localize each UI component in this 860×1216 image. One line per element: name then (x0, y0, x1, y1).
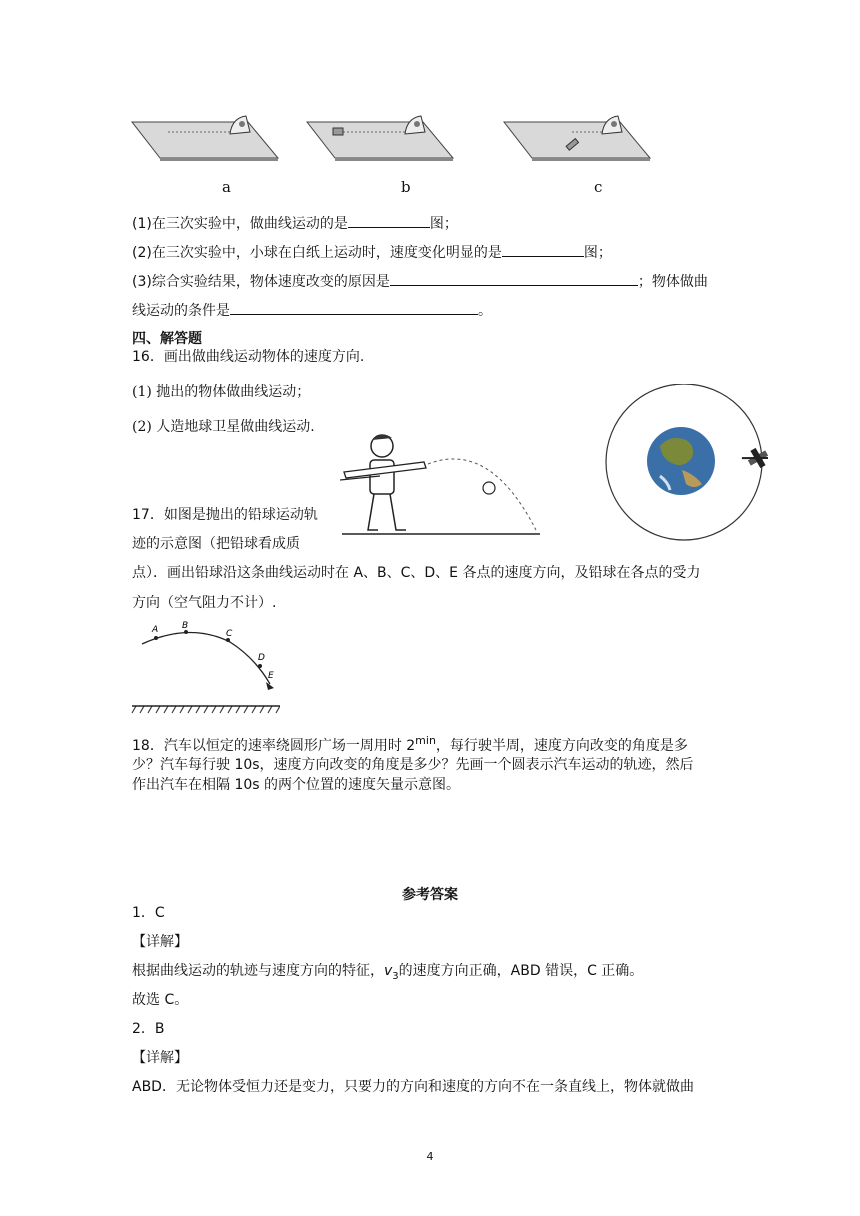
answer-1-choice: 故选 C。 (132, 992, 189, 1008)
section-title: 四、解答题 (132, 331, 202, 347)
q17-line1: 17．如图是抛出的铅球运动轨 (132, 507, 318, 523)
q16-item1: (1) 抛出的物体做曲线运动； (132, 384, 311, 400)
figure-label-a: a (222, 178, 231, 196)
q15-part1: (1)在三次实验中，做曲线运动的是 图； (132, 213, 458, 234)
answer-1-text: 根据曲线运动的轨迹与速度方向的特征，$v_3$的速度方向正确，ABD 错误，C 正确。 (132, 963, 644, 982)
experiment-figure-b (305, 112, 457, 162)
answer-blank[interactable] (390, 271, 638, 286)
q15-part2: (2)在三次实验中，小球在白纸上运动时，速度变化明显的是 图； (132, 242, 612, 263)
point-label-d: D (258, 653, 265, 663)
satellite-orbit-figure (598, 384, 768, 550)
q17-line2: 迹的示意图（把铅球看成质 (132, 536, 300, 552)
answer-blank[interactable] (230, 300, 478, 315)
answer-1-detail-heading: 【详解】 (132, 934, 188, 950)
q15-part3-line2: 线运动的条件是 。 (132, 300, 492, 321)
answer-2-detail-heading: 【详解】 (132, 1050, 188, 1066)
thrower-figure (340, 430, 544, 538)
q18-unit: min (415, 734, 436, 747)
answer-2-number: 2．B (132, 1021, 165, 1037)
point-label-b: B (182, 621, 189, 631)
page-number: 4 (426, 1150, 434, 1163)
point-label-e: E (268, 671, 274, 681)
answer-2-text: ABD．无论物体受恒力还是变力，只要力的方向和速度的方向不在一条直线上，物体就做曲 (132, 1079, 694, 1095)
q16-stem: 16．画出做曲线运动物体的速度方向. (132, 349, 365, 365)
answer-1-number: 1．C (132, 905, 165, 921)
point-label-c: C (226, 629, 233, 639)
q15-part3: (3)综合实验结果，物体速度改变的原因是 ；物体做曲 (132, 271, 708, 292)
point-label-a: A (152, 625, 159, 635)
answers-title: 参考答案 (402, 887, 458, 903)
q17-line3: 点）．画出铅球沿这条曲线运动时在 A、B、C、D、E 各点的速度方向，及铅球在各点的受力 (132, 565, 701, 581)
answer-blank[interactable] (502, 242, 584, 257)
answer-blank[interactable] (348, 213, 430, 228)
q17-line4: 方向（空气阻力不计）. (132, 595, 277, 611)
figure-label-c: c (594, 178, 603, 196)
q16-item2: (2) 人造地球卫星做曲线运动. (132, 419, 315, 435)
experiment-figure-a (130, 112, 282, 162)
shotput-trajectory-figure (130, 620, 280, 716)
figure-label-b: b (401, 178, 411, 196)
experiment-figure-c (502, 112, 654, 162)
q18-line3: 作出汽车在相隔 10s 的两个位置的速度矢量示意图。 (132, 777, 461, 793)
q18-line1: 18．汽车以恒定的速率绕圆形广场一周用时 $2^{min}$，每行驶半周，速度方向改变的角度是多 (132, 734, 688, 754)
q18-line2: 少？汽车每行驶 10s，速度方向改变的角度是多少？先画一个圆表示汽车运动的轨迹，然后 (132, 757, 694, 773)
